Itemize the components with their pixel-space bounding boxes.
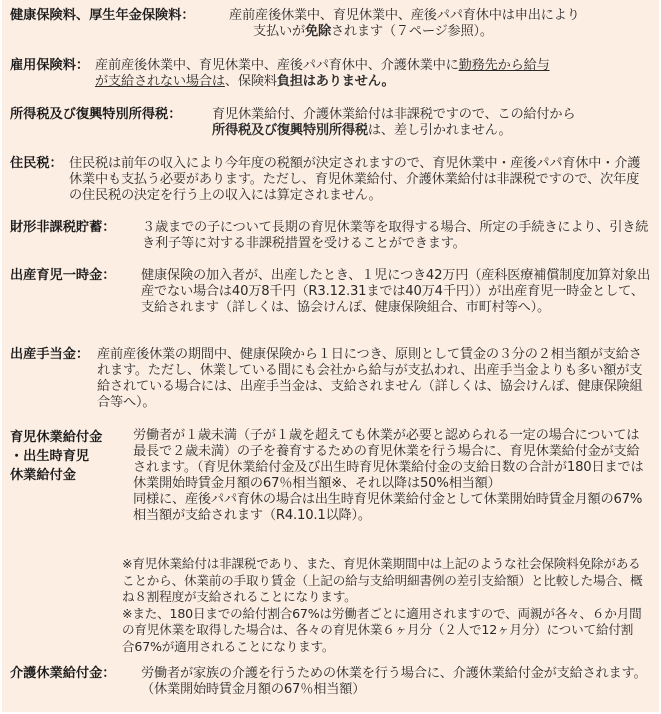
body-childcare-benefit [133,428,651,524]
childcare-text2: 同様に、産後パパ育休の場合は出生時育児休業給付金として休業開始時賃金月額の67%相当額が支給されます（R4.10.1以降）。 [133,492,643,523]
label-childcare-line2: ・出生時育児 [10,449,90,464]
section-savings [10,220,651,254]
note-2: ※また、180日までの給付割合67%は労働者ごとに適用されますので、両親が各々、６か月間の育児休業を取得した場合は、各々の育児休業６ヶ月分（２人で12ヶ月分）について給付割合67%が適用されることになります。 [122,605,642,654]
label-childcare-line3: 休業給付金 [10,468,76,483]
label-employment-insurance: 雇用保険料： [10,58,90,73]
employment-line2: が支給されない場合は、保険料負担はありません。 [95,74,395,89]
section-employment-insurance [10,58,651,92]
info-panel [2,0,659,712]
body-employment-insurance [95,58,651,90]
health-line2: 支払いが免除されます（７ページ参照）。 [253,24,493,39]
label-income-tax: 所得税及び復興特別所得税： [10,107,182,122]
label-maternity-allowance: 出産手当金： [10,347,90,362]
employment-line1: 産前産後休業中、育児休業中、産後パパ育休中、介護休業中に勤務先から給与 [95,58,550,73]
income-line2: 所得税及び復興特別所得税は、差し引かれません。 [212,123,512,138]
section-family-care-benefit [10,666,651,700]
income-line1: 育児休業給付、介護休業給付は非課税ですので、この給付から [212,107,576,122]
label-childcare-line1: 育児休業給付金 [10,430,103,445]
body-health-pension [229,8,651,40]
body-childbirth-lump-sum: 健康保険の加入者が、出産したとき、１児につき42万円（産科医療補償制度加算対象出産でない場合は40万8千円（R3.12.31までは40万4千円））が出産育児一時金として、支給されます（詳しくは、協会けんぽ、健康保険組合、市町村等へ）。 [141,268,651,315]
body-maternity-allowance: 産前産後休業の期間中、健康保険から１日につき、原則として賃金の３分の２相当額が支給されます。ただし、休業している間にも会社から給与が支払われ、出産手当金よりも多い額が支給されている場合には、出産手当金は、支給されません（詳しくは、協会けんぽ、健康保険組合等へ）。 [97,347,643,410]
body-income-tax [212,107,651,139]
body-family-care-benefit: 労働者が家族の介護を行うための休業を行う場合に、介護休業給付金が支給されます。（休業開始時賃金月額の67％相当額） [141,666,647,697]
section-maternity-allowance [10,347,651,413]
section-resident-tax [10,156,651,206]
label-resident-tax: 住民税： [10,156,63,171]
section-income-tax [10,107,651,141]
label-childbirth-lump-sum: 出産育児一時金： [10,268,116,283]
body-savings: ３歳までの子について長期の育児休業等を取得する場合、所定の手続きにより、引き続き利子等に対する非課税措置を受けることができます。 [142,220,649,251]
label-health-pension: 健康保険料、厚生年金保険料： [10,8,195,23]
label-childcare-benefit [10,428,102,485]
notes [122,556,645,655]
section-childcare-benefit [10,428,651,544]
childcare-text1: 労働者が１歳未満（子が１歳を超えても休業が必要と認められる一定の場合については最長で２歳未満）の子を養育するための育児休業を行う場合に、育児休業給付金が支給されます。（育児休業給付金及び出生時育児休業給付金の支給日数の合計が180日までは休業開始時賃金月額の67％相当額※、それ以降は50%相当額） [133,428,644,491]
section-childbirth-lump-sum [10,268,651,334]
note-1: ※育児休業給付は非課税であり、また、育児休業期間中は上記のような社会保険料免除があることから、休業前の手取り賃金（上記の給与支給明細書例の差引支給額）と比較した場合、概ね８割程度が支給されることになります。 [122,556,643,604]
label-family-care-benefit: 介護休業給付金： [10,666,116,681]
label-savings: 財形非課税貯蓄： [10,220,116,235]
section-health-pension [10,8,651,42]
health-line1: 産前産後休業中、育児休業中、産後パパ育休中は申出により [229,8,580,23]
body-resident-tax: 住民税は前年の収入により今年度の税額が決定されますので、育児休業中・産後パパ育休中・介護休業中も支払う必要があります。ただし、育児休業給付、介護休業給付は非課税ですので、次年度の住民税の決定を行う上の収入には算定されません。 [69,156,641,203]
